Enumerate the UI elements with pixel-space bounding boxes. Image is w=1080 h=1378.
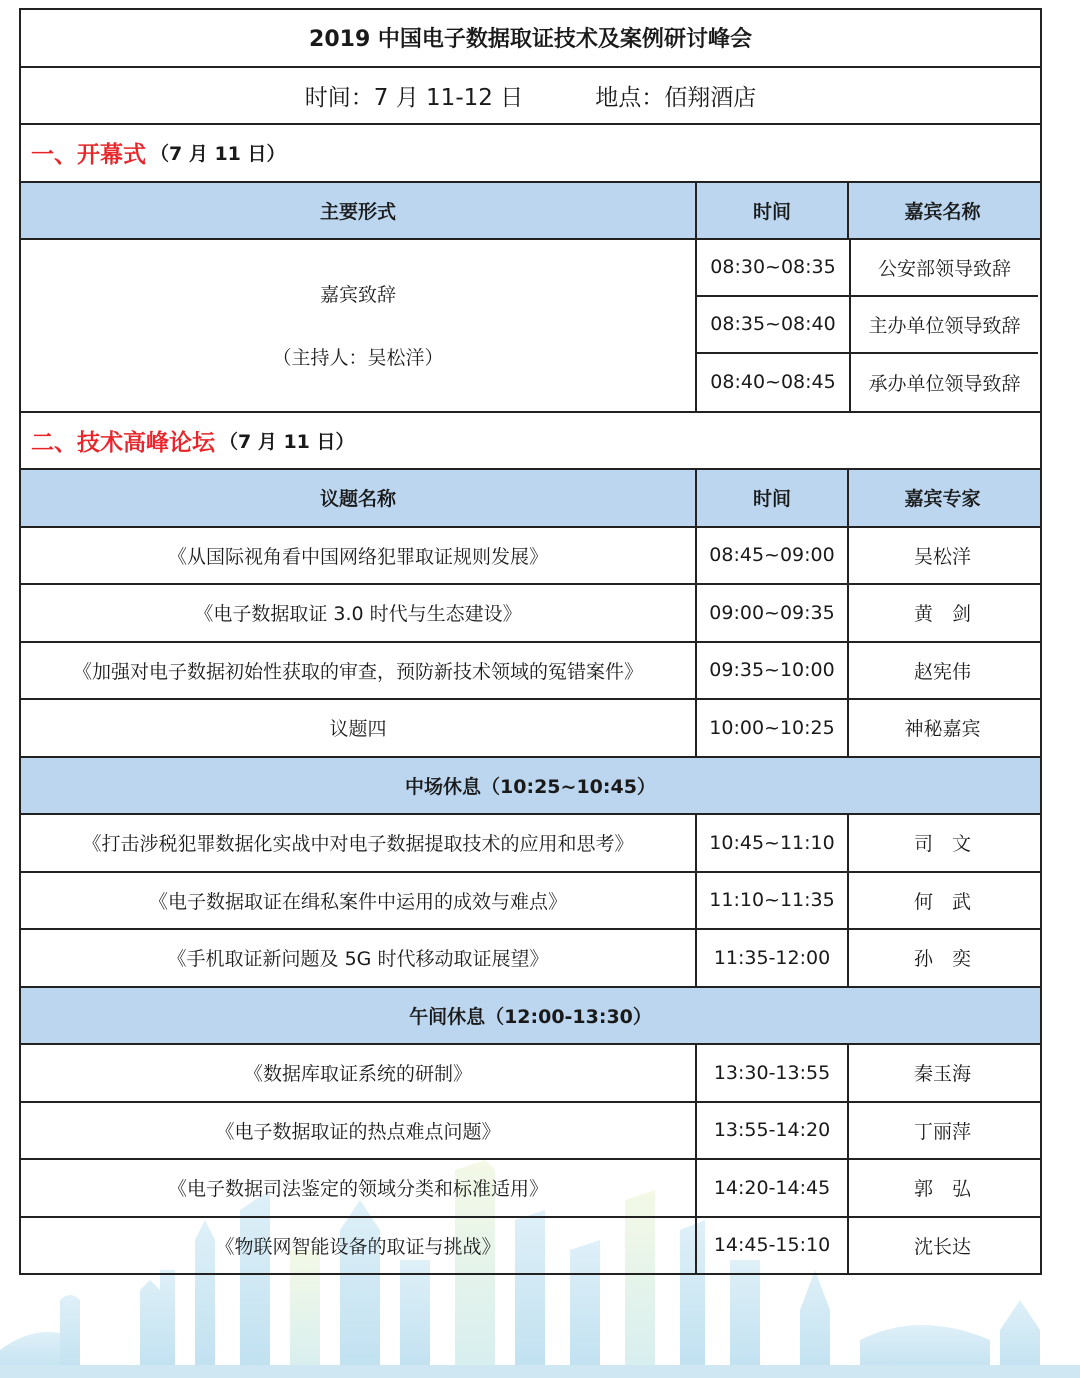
guest-cell: 司 文 [913,833,971,856]
topic-cell: 《电子数据取证的热点难点问题》 [21,1103,697,1159]
time-cell: 14:20-14:45 [697,1160,849,1216]
table-row [21,815,1040,873]
guest-cell: 丁丽萍 [913,1120,971,1143]
break-label: 中场休息（10:25~10:45） [405,775,656,798]
time-cell: 10:45~11:10 [697,815,849,871]
opening-host: （主持人：吴松洋） [272,347,444,370]
time-cell: 09:35~10:00 [697,643,849,699]
time-cell: 10:00~10:25 [697,700,849,756]
section-2-date: （7 月 11 日） [219,430,355,453]
opening-guest-3: 承办单位领导致辞 [868,372,1021,395]
header-topic: 议题名称 [21,470,697,526]
event-time: 时间：7 月 11-12 日 [304,84,524,111]
guest-cell: 沈长达 [913,1235,971,1258]
guest-cell: 何 武 [913,890,971,913]
section-1-header-row [21,183,1040,241]
section-2-title: 二、技术高峰论坛 [31,429,215,456]
section-2-header-row [21,470,1040,528]
time-cell: 13:30-13:55 [697,1045,849,1101]
agenda-table [19,8,1042,1275]
topic-cell: 《加强对电子数据初始性获取的审查，预防新技术领域的冤错案件》 [21,643,697,699]
topic-cell: 《电子数据取证 3.0 时代与生态建设》 [21,585,697,641]
info-row [21,68,1040,126]
guest-cell: 黄 剑 [913,603,971,626]
event-place: 地点：佰翔酒店 [595,84,757,111]
table-row [21,1103,1040,1161]
agenda-title: 2019 中国电子数据取证技术及案例研讨峰会 [309,27,752,53]
title-row [21,10,1040,68]
topic-cell: 《打击涉税犯罪数据化实战中对电子数据提取技术的应用和思考》 [21,815,697,871]
header-expert: 嘉宾专家 [904,488,981,511]
section-2-heading [21,413,1040,471]
break-row-midmorning [21,758,1040,816]
time-cell: 09:00~09:35 [697,585,849,641]
section-1-title: 一、开幕式 [31,142,146,169]
break-label: 午间休息（12:00-13:30） [409,1005,652,1028]
time-cell: 11:35-12:00 [697,930,849,986]
guest-cell: 孙 奕 [913,948,971,971]
table-row [21,700,1040,758]
topic-cell: 《数据库取证系统的研制》 [21,1045,697,1101]
opening-guest-2: 主办单位领导致辞 [851,297,1038,354]
header-form: 主要形式 [21,183,697,239]
time-cell: 13:55-14:20 [697,1103,849,1159]
table-row [21,1045,1040,1103]
opening-form-cell [21,240,697,411]
table-row [21,873,1040,931]
guest-cell: 吴松洋 [913,545,971,568]
topic-cell: 《电子数据取证在缉私案件中运用的成效与难点》 [21,873,697,929]
opening-time-1: 08:30~08:35 [697,240,849,297]
header-time: 时间 [697,470,849,526]
time-cell: 08:45~09:00 [697,528,849,584]
header-guest: 嘉宾名称 [904,200,981,223]
table-row [21,1160,1040,1218]
topic-cell: 议题四 [21,700,697,756]
opening-time-2: 08:35~08:40 [697,297,849,354]
table-row [21,528,1040,586]
opening-speech-block [21,240,1040,413]
break-row-lunch [21,988,1040,1046]
time-cell: 11:10~11:35 [697,873,849,929]
guest-cell: 郭 弘 [913,1178,971,1201]
table-row [21,643,1040,701]
topic-cell: 《手机取证新问题及 5G 时代移动取证展望》 [21,930,697,986]
time-cell: 14:45-15:10 [697,1218,849,1274]
guest-cell: 神秘嘉宾 [904,718,981,741]
topic-cell: 《电子数据司法鉴定的领域分类和标准适用》 [21,1160,697,1216]
guest-cell: 赵宪伟 [913,660,971,683]
topic-cell: 《物联网智能设备的取证与挑战》 [21,1218,697,1274]
opening-form-label: 嘉宾致辞 [319,284,396,307]
opening-time-3: 08:40~08:45 [710,371,836,394]
topic-cell: 《从国际视角看中国网络犯罪取证规则发展》 [21,528,697,584]
guest-cell: 秦玉海 [913,1063,971,1086]
table-row [21,585,1040,643]
table-row [21,1218,1040,1276]
header-time: 时间 [697,183,849,239]
opening-guest-1: 公安部领导致辞 [851,240,1038,297]
section-1-heading [21,125,1040,183]
table-row [21,930,1040,988]
section-1-date: （7 月 11 日） [150,143,286,166]
